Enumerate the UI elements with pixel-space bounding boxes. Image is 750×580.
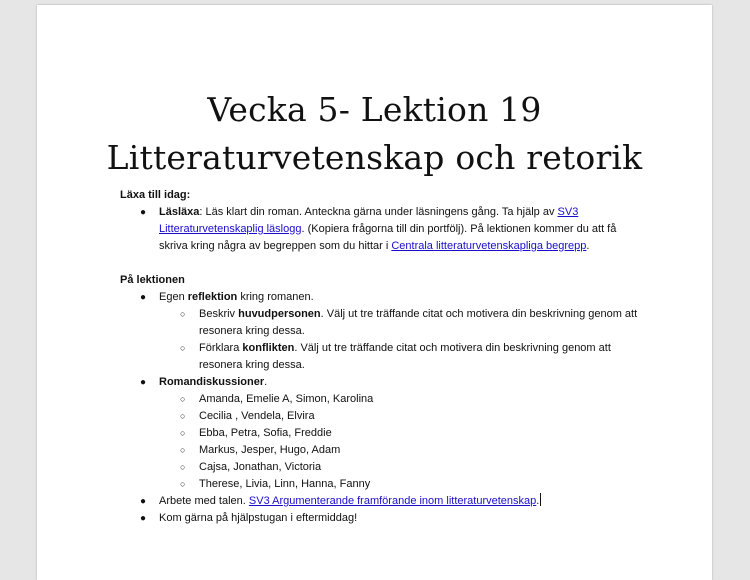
sub-bullet-icon: ○ xyxy=(180,411,186,421)
speech-text: Arbete med talen. xyxy=(159,495,249,507)
homework-heading: Läxa till idag: xyxy=(120,189,191,201)
list-item xyxy=(159,408,640,425)
page-title: Vecka 5- Lektion 19 xyxy=(207,90,542,129)
sub-bullet-icon: ○ xyxy=(180,394,186,404)
sub-bullet-icon: ○ xyxy=(180,343,186,353)
sub-item-text: Beskriv xyxy=(199,308,239,320)
group-names: Markus, Jesper, Hugo, Adam xyxy=(199,444,341,456)
list-item xyxy=(120,374,640,493)
list-item xyxy=(159,442,640,459)
discussion-groups xyxy=(159,391,640,493)
sub-bullet-icon: ○ xyxy=(180,309,186,319)
bullet-icon: ● xyxy=(140,513,147,524)
reflection-term: reflektion xyxy=(187,291,238,303)
argumentation-link[interactable]: SV3 Argumenterande framförande inom litteraturvetenskap xyxy=(248,495,537,507)
help-text: Kom gärna på hjälpstugan i eftermiddag! xyxy=(159,512,358,524)
list-item xyxy=(120,289,640,374)
document-body xyxy=(120,187,640,527)
lesson-list xyxy=(120,289,640,527)
group-names: Cecilia , Vendela, Elvira xyxy=(199,410,315,422)
concepts-link[interactable]: Centrala litteraturvetenskapliga begrepp xyxy=(391,240,587,252)
homework-text: . (Kopiera frågorna till din portfölj). På lektionen kommer du att få skriva kring några av begreppen som du hittar i xyxy=(159,223,617,252)
sub-item-term: huvudpersonen xyxy=(238,308,321,320)
homework-text: : Läs klart din roman. Anteckna gärna under läsningens gång. Ta hjälp av xyxy=(199,206,558,218)
sub-item-text: . Välj ut tre träffande citat och motivera din beskrivning genom att resonera kring dessa. xyxy=(199,308,638,337)
sub-bullet-icon: ○ xyxy=(180,462,186,472)
bullet-icon: ● xyxy=(140,377,147,388)
homework-list xyxy=(120,204,640,255)
sub-bullet-icon: ○ xyxy=(180,445,186,455)
discussions-term: Romandiskussioner xyxy=(159,376,265,388)
list-item xyxy=(159,391,640,408)
homework-term: Läsläxa xyxy=(159,206,200,218)
list-item xyxy=(120,510,640,527)
bullet-icon: ● xyxy=(140,496,147,507)
sub-item-term: konflikten xyxy=(242,342,295,354)
group-names: Cajsa, Jonathan, Victoria xyxy=(199,461,322,473)
bullet-icon: ● xyxy=(140,292,147,303)
lesson-heading: På lektionen xyxy=(120,274,185,286)
list-item xyxy=(159,306,640,340)
page-subtitle: Litteraturvetenskap och retorik xyxy=(106,138,643,177)
group-names: Amanda, Emelie A, Simon, Karolina xyxy=(199,393,374,405)
text-cursor xyxy=(540,493,541,506)
document-page xyxy=(37,5,712,580)
sub-item-text: . Välj ut tre träffande citat och motivera din beskrivning genom att resonera kring dessa. xyxy=(199,342,611,371)
list-item xyxy=(120,493,640,510)
sub-bullet-icon: ○ xyxy=(180,428,186,438)
speech-text: . xyxy=(536,495,540,507)
sub-bullet-icon: ○ xyxy=(180,479,186,489)
list-item xyxy=(159,476,640,493)
group-names: Therese, Livia, Linn, Hanna, Fanny xyxy=(199,478,371,490)
reflection-text: kring romanen. xyxy=(237,291,314,303)
sub-item-text: Förklara xyxy=(199,342,243,354)
spacer xyxy=(120,255,640,272)
list-item xyxy=(159,340,640,374)
discussions-text: . xyxy=(264,376,268,388)
list-item xyxy=(120,204,640,255)
list-item xyxy=(159,425,640,442)
bullet-icon: ● xyxy=(140,207,147,218)
reflection-sublist xyxy=(159,306,640,374)
group-names: Ebba, Petra, Sofia, Freddie xyxy=(199,427,332,439)
homework-text: . xyxy=(586,240,590,252)
reading-log-link[interactable]: SV3 Litteraturvetenskaplig läslogg xyxy=(159,206,579,235)
list-item xyxy=(159,459,640,476)
reflection-text: Egen xyxy=(159,291,188,303)
